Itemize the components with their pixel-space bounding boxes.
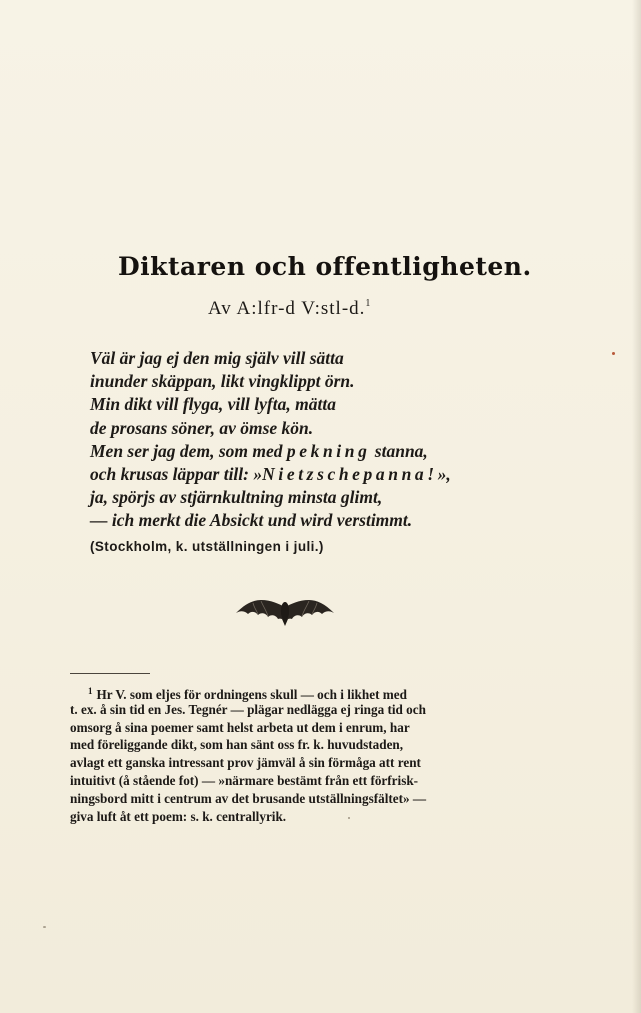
footnote-line-1-text: Hr V. som eljes för ordningens skull — och i likhet med xyxy=(96,687,407,702)
poem-line-5 xyxy=(90,440,510,463)
footnote-mark: 1 xyxy=(88,686,93,696)
location-note: (Stockholm, k. utställningen i juli.) xyxy=(90,539,324,554)
byline xyxy=(208,298,371,320)
footnote-line-8: giva luft åt ett poem: s. k. centrallyrik. xyxy=(70,808,287,824)
paper-speck xyxy=(348,817,350,819)
footnote-line-2: t. ex. å sin tid en Jes. Tegnér — plägar nedlägga ej ringa tid och xyxy=(70,701,426,717)
footnote-line-1 xyxy=(70,683,502,701)
footnote-line-7: ningsbord mitt i centrum av det brusande utställningsfältet» — xyxy=(70,790,427,806)
paper-speck xyxy=(43,926,46,928)
footnote-line-1-content xyxy=(88,683,407,701)
poem-line-6-spaced-word: Nietzschepanna! xyxy=(262,463,438,484)
footnote-line-6: intuitivt (å stående fot) — »närmare bestämt från ett förfrisk- xyxy=(70,772,419,788)
footnote xyxy=(70,683,502,825)
poem-line-6 xyxy=(90,463,510,486)
poem-line-8: — ich merkt die Absickt und wird verstimmt. xyxy=(90,510,413,531)
byline-footnote-mark: 1 xyxy=(365,298,372,309)
footnote-rule xyxy=(70,673,150,674)
poem-line-5-end: stanna, xyxy=(370,440,428,461)
footnote-line-3: omsorg å sina poemer samt helst arbeta ut dem i enrum, har xyxy=(70,719,410,735)
page-edge-shadow xyxy=(632,0,641,1013)
poem-line-6-end: », xyxy=(437,463,451,484)
poem xyxy=(90,347,510,533)
paper-speck xyxy=(612,352,615,355)
poem-line-1: Väl är jag ej den mig själv vill sätta xyxy=(90,348,344,368)
byline-text: Av A:lfr-d V:stl-d. xyxy=(208,298,366,319)
poem-line-6-start: och krusas läppar till: » xyxy=(90,463,263,484)
footnote-line-4: med föreliggande dikt, som han sänt oss fr. k. huvudstaden, xyxy=(70,737,404,753)
poem-line-5-spaced-word: pekning xyxy=(286,440,371,461)
poem-line-5-start: Men ser jag dem, som med xyxy=(90,440,287,461)
page-title: Diktaren och offentligheten. xyxy=(118,252,532,281)
poem-line-3: Min dikt vill flyga, vill lyfta, mätta xyxy=(90,394,336,415)
poem-line-7: ja, spörjs av stjärnkultning minsta glimt, xyxy=(90,487,383,508)
poem-line-4: de prosans söner, av ömse kön. xyxy=(90,417,314,438)
footnote-line-5: avlagt ett ganska intressant prov jämväl å sin förmåga att rent xyxy=(70,755,421,771)
poem-line-2: inunder skäppan, likt vingklippt örn. xyxy=(90,371,355,392)
bat-ornament-icon xyxy=(233,594,337,628)
